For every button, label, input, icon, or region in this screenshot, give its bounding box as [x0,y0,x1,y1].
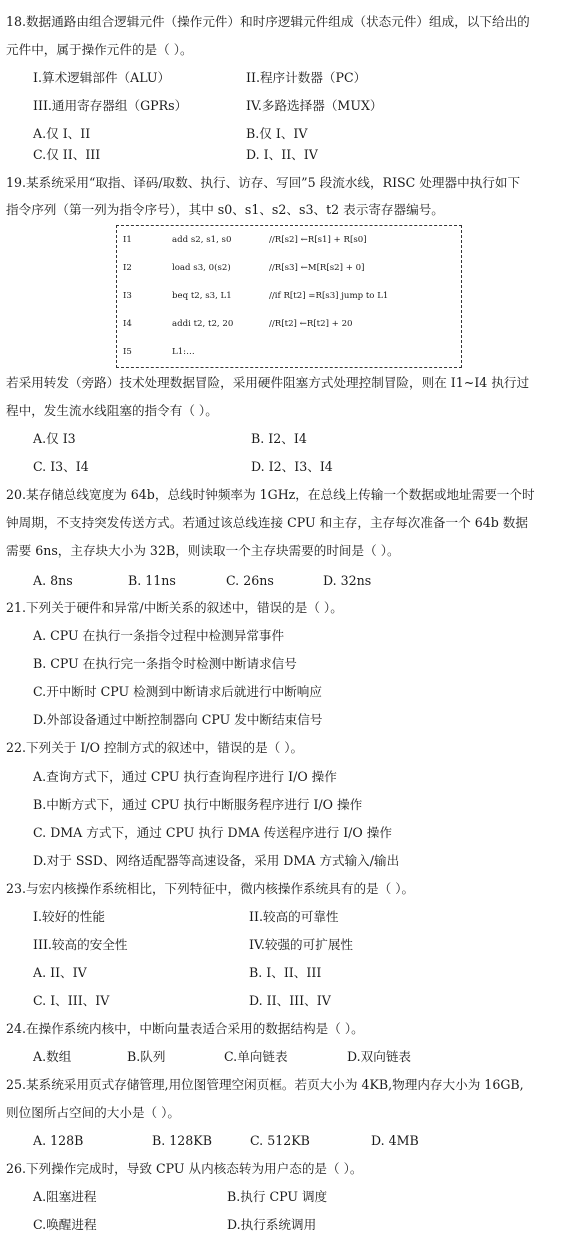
code-id-4: I4 [123,319,132,329]
q20-option-d: D. 32ns [323,573,372,588]
q18-item-3: III.通用寄存器组（GPRs） [33,98,188,113]
q22-option-a: A.查询方式下，通过 CPU 执行查询程序进行 I/O 操作 [33,769,337,784]
q23-stem: 23.与宏内核操作系统相比，下列特征中，微内核操作系统具有的是（ ）。 [6,881,415,896]
q19-option-a: A.仅 I3 [33,431,76,446]
q21-option-c: C.开中断时 CPU 检测到中断请求后就进行中断响应 [33,684,322,699]
q19-option-b: B. I2、I4 [251,431,307,446]
q25-option-b: B. 128KB [152,1133,212,1148]
q23-item-2: II.较高的可靠性 [249,909,339,924]
q21-stem: 21.下列关于硬件和异常/中断关系的叙述中，错误的是（ ）。 [6,600,343,615]
q22-option-c: C. DMA 方式下，通过 CPU 执行 DMA 传送程序进行 I/O 操作 [33,825,392,840]
q22-option-d: D.对于 SSD、网络适配器等高速设备，采用 DMA 方式输入/输出 [33,853,400,868]
code-id-3: I3 [123,291,132,301]
q19-after-line-1: 若采用转发（旁路）技术处理数据冒险，采用硬件阻塞方式处理控制冒险，则在 I1~I4 执行过 [6,375,530,390]
q19-option-c: C. I3、I4 [33,459,89,474]
q24-option-d: D.双向链表 [347,1049,412,1064]
q23-option-b: B. I、II、III [249,965,322,980]
q18-stem-line-1: 18.数据通路由组合逻辑元件（操作元件）和时序逻辑元件组成（状态元件）组成，以下给出的 [6,14,530,29]
code-instr-4: addi t2, t2, 20 [172,319,234,329]
q24-option-a: A.数组 [33,1049,72,1064]
code-comment-2: //R[s3] ←M[R[s2] + 0] [269,263,365,273]
code-instr-3: beq t2, s3, L1 [172,291,232,301]
q26-option-b: B.执行 CPU 调度 [227,1189,328,1204]
q25-option-a: A. 128B [33,1133,84,1148]
q23-item-4: IV.较强的可扩展性 [249,937,354,952]
instruction-sequence-box [116,225,462,368]
q24-option-c: C.单向链表 [224,1049,288,1064]
q20-stem-line-2: 钟周期，不支持突发传送方式。若通过该总线连接 CPU 和主存，主存每次准备一个 64b 数据 [6,515,528,530]
code-instr-2: load s3, 0(s2) [172,263,231,273]
q23-item-3: III.较高的安全性 [33,937,128,952]
q18-option-d: D. I、II、IV [246,147,318,162]
code-comment-3: //if R[t2] =R[s3] jump to L1 [269,291,389,301]
q23-item-1: I.较好的性能 [33,909,105,924]
q22-stem: 22.下列关于 I/O 控制方式的叙述中，错误的是（ ）。 [6,740,304,755]
q18-item-2: II.程序计数器（PC） [246,70,367,85]
q25-stem-line-2: 则位图所占空间的大小是（ ）。 [6,1105,181,1120]
q20-stem-line-1: 20.某存储总线宽度为 64b，总线时钟频率为 1GHz，在总线上传输一个数据或地址需要一个时 [6,487,535,502]
q21-option-a: A. CPU 在执行一条指令过程中检测异常事件 [33,628,285,643]
q23-option-a: A. II、IV [33,965,87,980]
q19-after-line-2: 程中，发生流水线阻塞的指令有（ ）。 [6,403,218,418]
q18-stem-line-2: 元件中，属于操作元件的是（ ）。 [6,42,193,57]
q18-option-b: B.仅 I、IV [246,126,308,141]
q23-option-d: D. II、III、IV [249,993,331,1008]
q24-option-b: B.队列 [127,1049,166,1064]
q19-option-d: D. I2、I3、I4 [251,459,333,474]
code-instr-5: L1:… [172,347,195,357]
q20-option-b: B. 11ns [128,573,176,588]
q23-option-c: C. I、III、IV [33,993,110,1008]
q26-stem: 26.下列操作完成时，导致 CPU 从内核态转为用户态的是（ ）。 [6,1161,363,1176]
code-id-2: I2 [123,263,132,273]
q18-option-c: C.仅 II、III [33,147,101,162]
q18-item-4: IV.多路选择器（MUX） [246,98,383,113]
code-id-5: I5 [123,347,132,357]
q24-stem: 24.在操作系统内核中，中断向量表适合采用的数据结构是（ ）。 [6,1021,364,1036]
q18-option-a: A.仅 I、II [33,126,91,141]
q26-option-a: A.阻塞进程 [33,1189,97,1204]
q21-option-d: D.外部设备通过中断控制器向 CPU 发中断结束信号 [33,712,323,727]
q18-item-1: I.算术逻辑部件（ALU） [33,70,171,85]
q20-option-c: C. 26ns [226,573,274,588]
q19-stem-line-1: 19.某系统采用“取指、译码/取数、执行、访存、写回”5 段流水线，RISC 处理器中执行如下 [6,175,521,190]
q20-option-a: A. 8ns [33,573,73,588]
q25-stem-line-1: 25.某系统采用页式存储管理,用位图管理空闲页框。若页大小为 4KB,物理内存大小为 16GB, [6,1077,524,1092]
q26-option-d: D.执行系统调用 [227,1217,317,1232]
code-comment-1: //R[s2] ←R[s1] + R[s0] [269,235,367,245]
q20-stem-line-3: 需要 6ns，主存块大小为 32B，则读取一个主存块需要的时间是（ ）。 [6,543,400,558]
q25-option-d: D. 4MB [371,1133,419,1148]
q25-option-c: C. 512KB [250,1133,310,1148]
q19-stem-line-2: 指令序列（第一列为指令序号），其中 s0、s1、s2、s3、t2 表示寄存器编号。 [6,202,444,217]
q21-option-b: B. CPU 在执行完一条指令时检测中断请求信号 [33,656,297,671]
code-comment-4: //R[t2] ←R[t2] + 20 [269,319,353,329]
q26-option-c: C.唤醒进程 [33,1217,97,1232]
code-instr-1: add s2, s1, s0 [172,235,232,245]
code-id-1: I1 [123,235,132,245]
q22-option-b: B.中断方式下，通过 CPU 执行中断服务程序进行 I/O 操作 [33,797,363,812]
